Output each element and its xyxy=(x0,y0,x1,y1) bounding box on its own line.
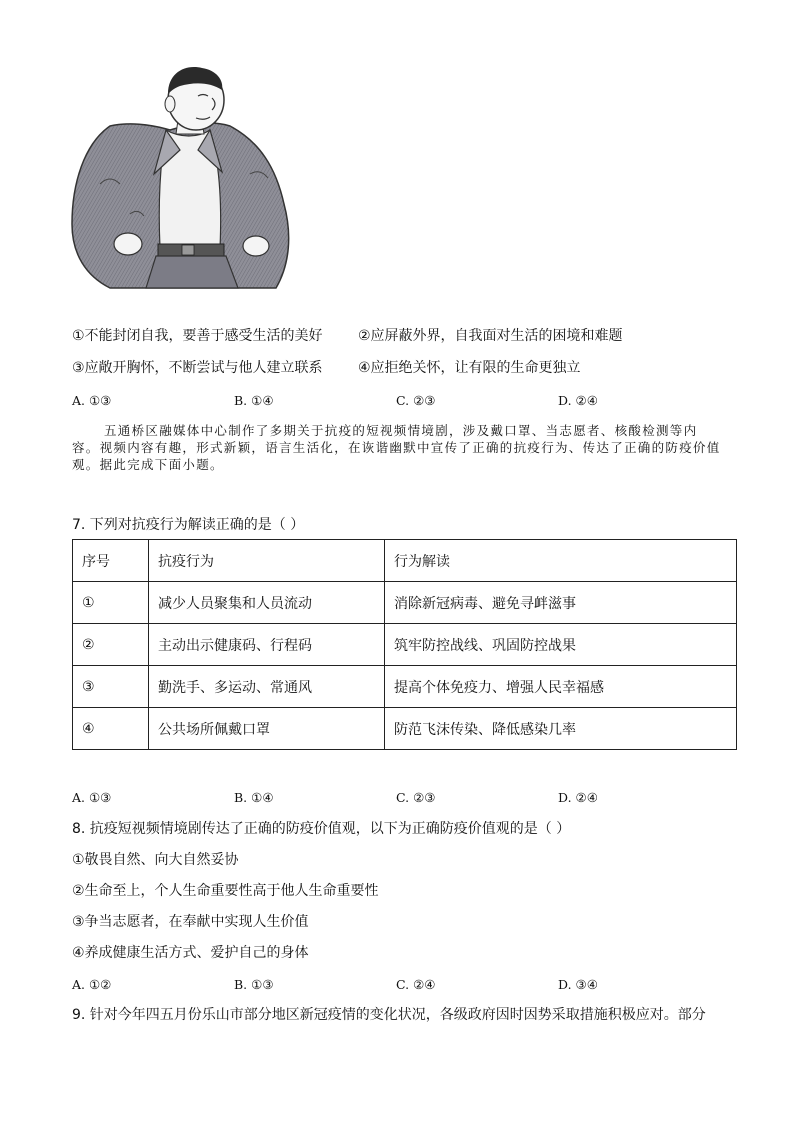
table-header-row xyxy=(73,540,737,582)
q7-option-b[interactable]: B. ①④ xyxy=(234,790,274,805)
q8-statement-1: ①敬畏自然、向大自然妥协 xyxy=(72,852,239,868)
q7-option-a[interactable]: A. ①③ xyxy=(72,790,112,805)
table-cell: ② xyxy=(73,624,149,666)
table-cell: 消除新冠病毒、避免寻衅滋事 xyxy=(385,582,737,624)
table-cell: 勤洗手、多运动、常通风 xyxy=(149,666,385,708)
table-cell: 提高个体免疫力、增强人民幸福感 xyxy=(385,666,737,708)
reading-passage: 五通桥区融媒体中心制作了多期关于抗疫的短视频情境剧，涉及戴口罩、当志愿者、核酸检测等内容。视频内容有趣，形式新颖，语言生活化，在诙谐幽默中宣传了正确的抗疫行为、传达了正确的防疫价值观。据此完成下面小题。 xyxy=(72,423,721,472)
option-d[interactable]: D. ②④ xyxy=(558,393,598,408)
table-cell: ① xyxy=(73,582,149,624)
table-row xyxy=(73,708,737,750)
q8-option-d[interactable]: D. ③④ xyxy=(558,977,598,992)
table-cell: 筑牢防控战线、巩固防控战果 xyxy=(385,624,737,666)
statement-4: ④应拒绝关怀，让有限的生命更独立 xyxy=(358,360,581,376)
q8-statement-3: ③争当志愿者，在奉献中实现人生价值 xyxy=(72,914,309,930)
table-cell: 公共场所佩戴口罩 xyxy=(149,708,385,750)
table-header-cell: 序号 xyxy=(73,540,149,582)
q8-option-b[interactable]: B. ①③ xyxy=(234,977,274,992)
q8-option-a[interactable]: A. ①② xyxy=(72,977,112,992)
table-row xyxy=(73,666,737,708)
option-a[interactable]: A. ①③ xyxy=(72,393,112,408)
option-c[interactable]: C. ②③ xyxy=(396,393,436,408)
table-row xyxy=(73,582,737,624)
table-row xyxy=(73,624,737,666)
option-b[interactable]: B. ①④ xyxy=(234,393,274,408)
table-cell: ③ xyxy=(73,666,149,708)
question-7-stem: 7. 下列对抗疫行为解读正确的是（ ） xyxy=(72,517,305,533)
q7-option-d[interactable]: D. ②④ xyxy=(558,790,598,805)
statement-3: ③应敞开胸怀，不断尝试与他人建立联系 xyxy=(72,360,323,376)
question-8-stem: 8. 抗疫短视频情境剧传达了正确的防疫价值观，以下为正确防疫价值观的是（ ） xyxy=(72,821,571,837)
table-cell: ④ xyxy=(73,708,149,750)
table-header-cell: 抗疫行为 xyxy=(149,540,385,582)
q7-option-c[interactable]: C. ②③ xyxy=(396,790,436,805)
table-header-cell: 行为解读 xyxy=(385,540,737,582)
q7-table xyxy=(72,539,737,750)
question-9-stem: 9. 针对今年四五月份乐山市部分地区新冠疫情的变化状况，各级政府因时因势采取措施积极应对。部分 xyxy=(72,1007,706,1023)
table-cell: 主动出示健康码、行程码 xyxy=(149,624,385,666)
table-cell: 防范飞沫传染、降低感染几率 xyxy=(385,708,737,750)
statement-1: ①不能封闭自我，要善于感受生活的美好 xyxy=(72,328,323,344)
q8-option-c[interactable]: C. ②④ xyxy=(396,977,436,992)
q8-statement-2: ②生命至上，个人生命重要性高于他人生命重要性 xyxy=(72,883,379,899)
q8-statement-4: ④养成健康生活方式、爱护自己的身体 xyxy=(72,945,309,961)
cartoon-man-illustration xyxy=(70,64,292,290)
table-cell: 减少人员聚集和人员流动 xyxy=(149,582,385,624)
statement-2: ②应屏蔽外界，自我面对生活的困境和难题 xyxy=(358,328,623,344)
